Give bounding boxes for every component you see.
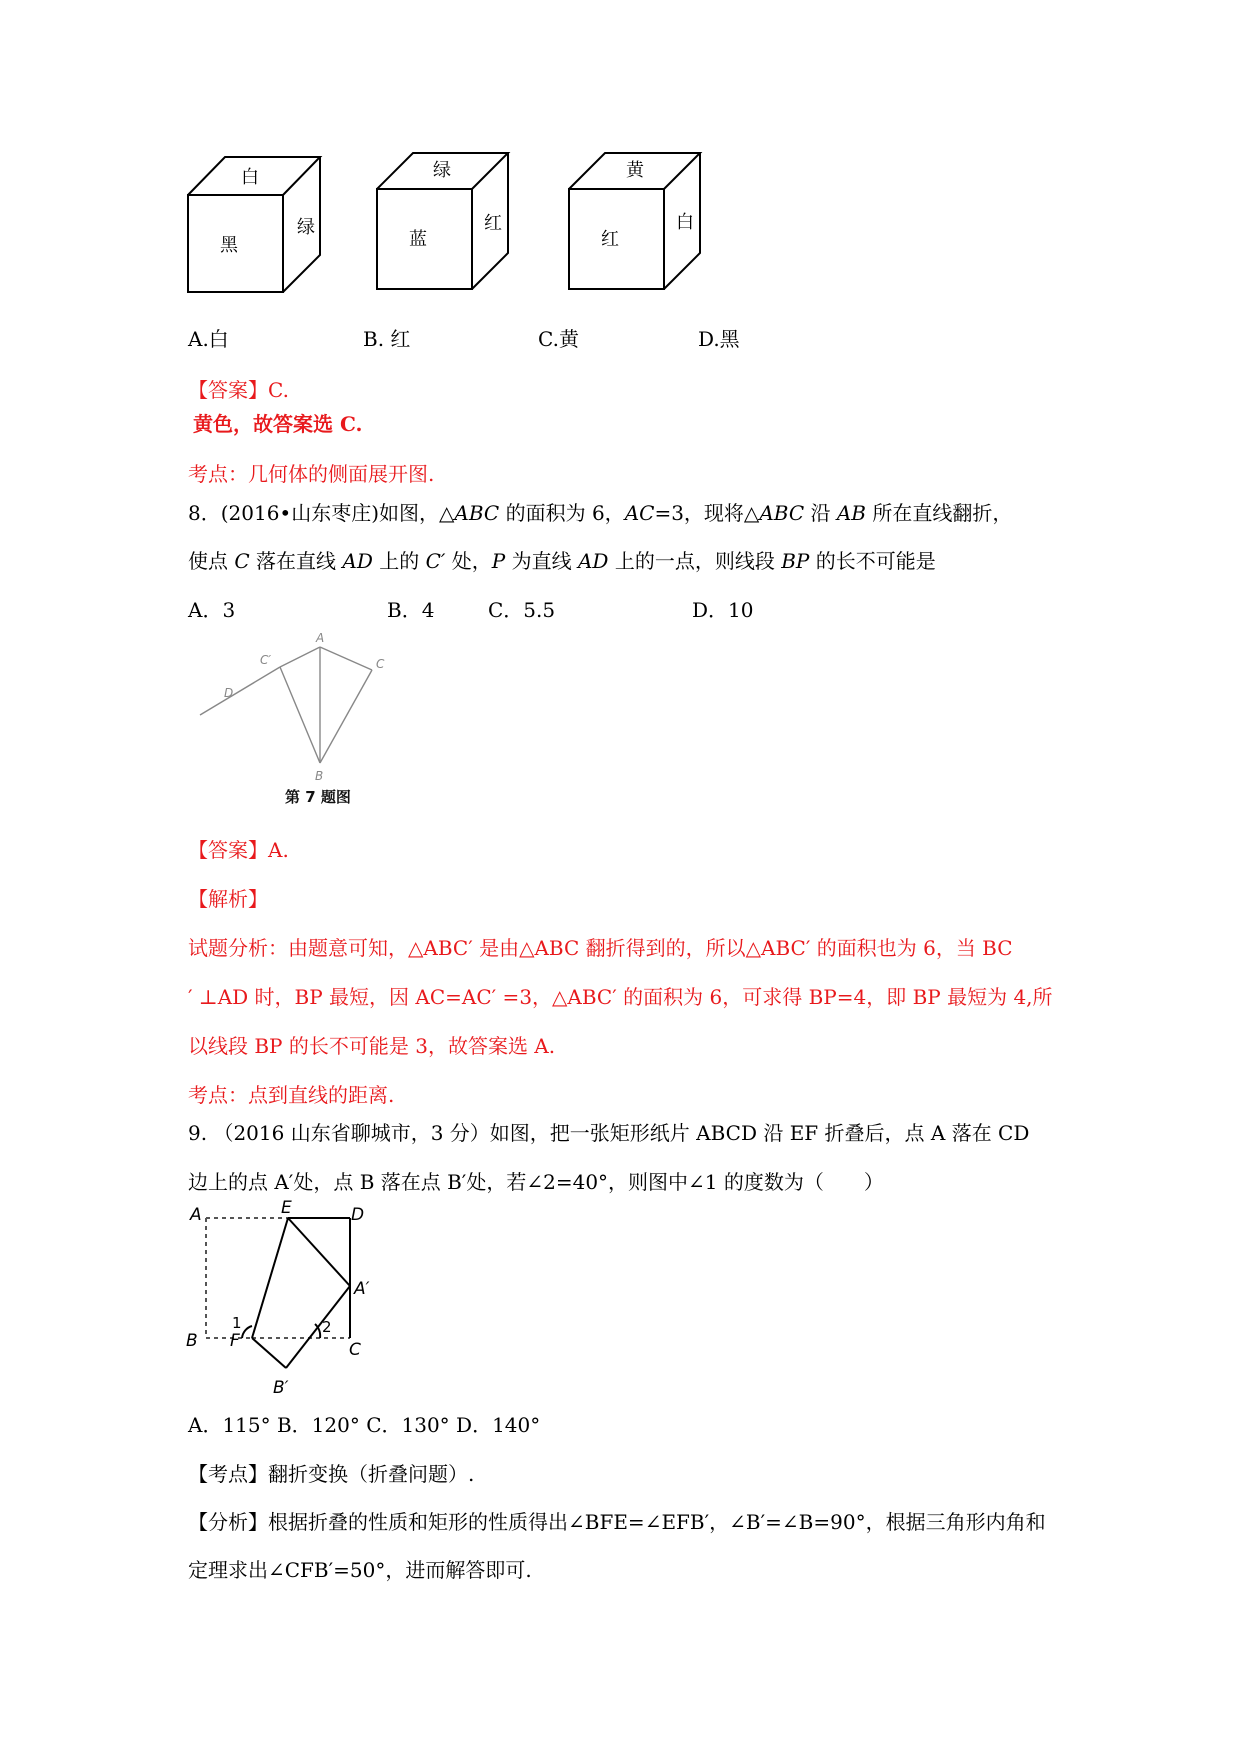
q9-analysis-line1: 【分析】根据折叠的性质和矩形的性质得出∠BFE=∠EFB′，∠B′=∠B=90°，根据三角形内角和 bbox=[188, 1510, 1046, 1534]
q9-stem-line2: 边上的点 A′处，点 B 落在点 B′处，若∠2=40°，则图中∠1 的度数为（ ） bbox=[188, 1170, 884, 1194]
q9-stem-line1: 9. （2016 山东省聊城市，3 分）如图，把一张矩形纸片 ABCD 沿 EF 折叠后，点 A 落在 CD bbox=[188, 1121, 1030, 1145]
q9-label-c: C bbox=[349, 1340, 361, 1360]
q9-angle-1: 1 bbox=[232, 1314, 242, 1332]
q7-cubes-figure bbox=[180, 145, 740, 305]
cube3-top-label: 黄 bbox=[626, 160, 644, 181]
cube1-side-label: 绿 bbox=[297, 217, 315, 238]
q9-label-f: F bbox=[230, 1331, 240, 1351]
cube2-front-label: 蓝 bbox=[409, 229, 427, 250]
q8-figure-caption: 第 7 题图 bbox=[285, 788, 351, 806]
cube1-top-label: 白 bbox=[241, 167, 259, 188]
q8-figure bbox=[190, 630, 390, 810]
q7-explanation: 黄色，故答案选 C. bbox=[193, 412, 363, 436]
q8-analysis-line2: ′ ⊥AD 时，BP 最短，因 AC=AC′ =3，△ABC′ 的面积为 6，可求得 BP=4，即 BP 最短为 4,所 bbox=[188, 985, 1053, 1009]
q8-label-d: D bbox=[224, 686, 234, 700]
q8-stem-line2: 使点 C 落在直线 AD 上的 C′ 处，P 为直线 AD 上的一点，则线段 BP 的长不可能是 bbox=[188, 549, 936, 573]
q9-label-e: E bbox=[281, 1200, 292, 1218]
cube2-top-label: 绿 bbox=[433, 160, 451, 181]
q8-label-c1: C′ bbox=[260, 653, 272, 667]
q8-analysis-head: 【解析】 bbox=[188, 887, 268, 911]
q9-kaodian: 【考点】翻折变换（折叠问题）. bbox=[188, 1462, 475, 1486]
q9-figure bbox=[180, 1200, 410, 1405]
q8-option-b: B．4 bbox=[387, 598, 435, 622]
q8-analysis-line3: 以线段 BP 的长不可能是 3，故答案选 A. bbox=[188, 1034, 556, 1058]
q9-angle-2: 2 bbox=[322, 1318, 332, 1336]
q8-label-b: B bbox=[315, 769, 324, 783]
q7-option-d: D.黑 bbox=[698, 327, 740, 351]
q7-answer: 【答案】C. bbox=[188, 378, 289, 402]
q8-option-d: D．10 bbox=[692, 598, 754, 622]
cube2-side-label: 红 bbox=[484, 213, 502, 234]
q9-label-d: D bbox=[351, 1205, 365, 1225]
q7-kaodian: 考点：几何体的侧面展开图. bbox=[188, 462, 435, 486]
q9-label-a: A bbox=[190, 1205, 202, 1225]
q7-option-c: C.黄 bbox=[538, 327, 579, 351]
cube1-front-label: 黑 bbox=[220, 235, 238, 256]
q8-option-c: C．5.5 bbox=[488, 598, 556, 622]
q8-label-c: C bbox=[376, 657, 385, 671]
q7-option-a: A.白 bbox=[188, 327, 229, 351]
q7-option-b: B. 红 bbox=[363, 327, 411, 351]
cube3-front-label: 红 bbox=[601, 229, 619, 250]
cube3-side-label: 白 bbox=[676, 212, 694, 233]
q9-analysis-line2: 定理求出∠CFB′=50°，进而解答即可. bbox=[188, 1558, 532, 1582]
q9-label-a1: A′ bbox=[354, 1279, 370, 1299]
q9-options: A．115° B．120° C．130° D．140° bbox=[188, 1413, 541, 1437]
q8-analysis-line1: 试题分析：由题意可知，△ABC′ 是由△ABC 翻折得到的，所以△ABC′ 的面积也为 6，当 BC bbox=[188, 936, 1013, 960]
q8-answer: 【答案】A. bbox=[188, 838, 289, 862]
q9-label-b1: B′ bbox=[273, 1378, 289, 1398]
q8-label-a: A bbox=[316, 631, 325, 645]
q8-stem-line1: 8．(2016•山东枣庄)如图，△ABC 的面积为 6，AC=3，现将△ABC 沿 AB 所在直线翻折， bbox=[188, 501, 1013, 525]
q9-label-b: B bbox=[186, 1331, 198, 1351]
q8-kaodian: 考点：点到直线的距离. bbox=[188, 1083, 395, 1107]
q8-option-a: A．3 bbox=[188, 598, 236, 622]
